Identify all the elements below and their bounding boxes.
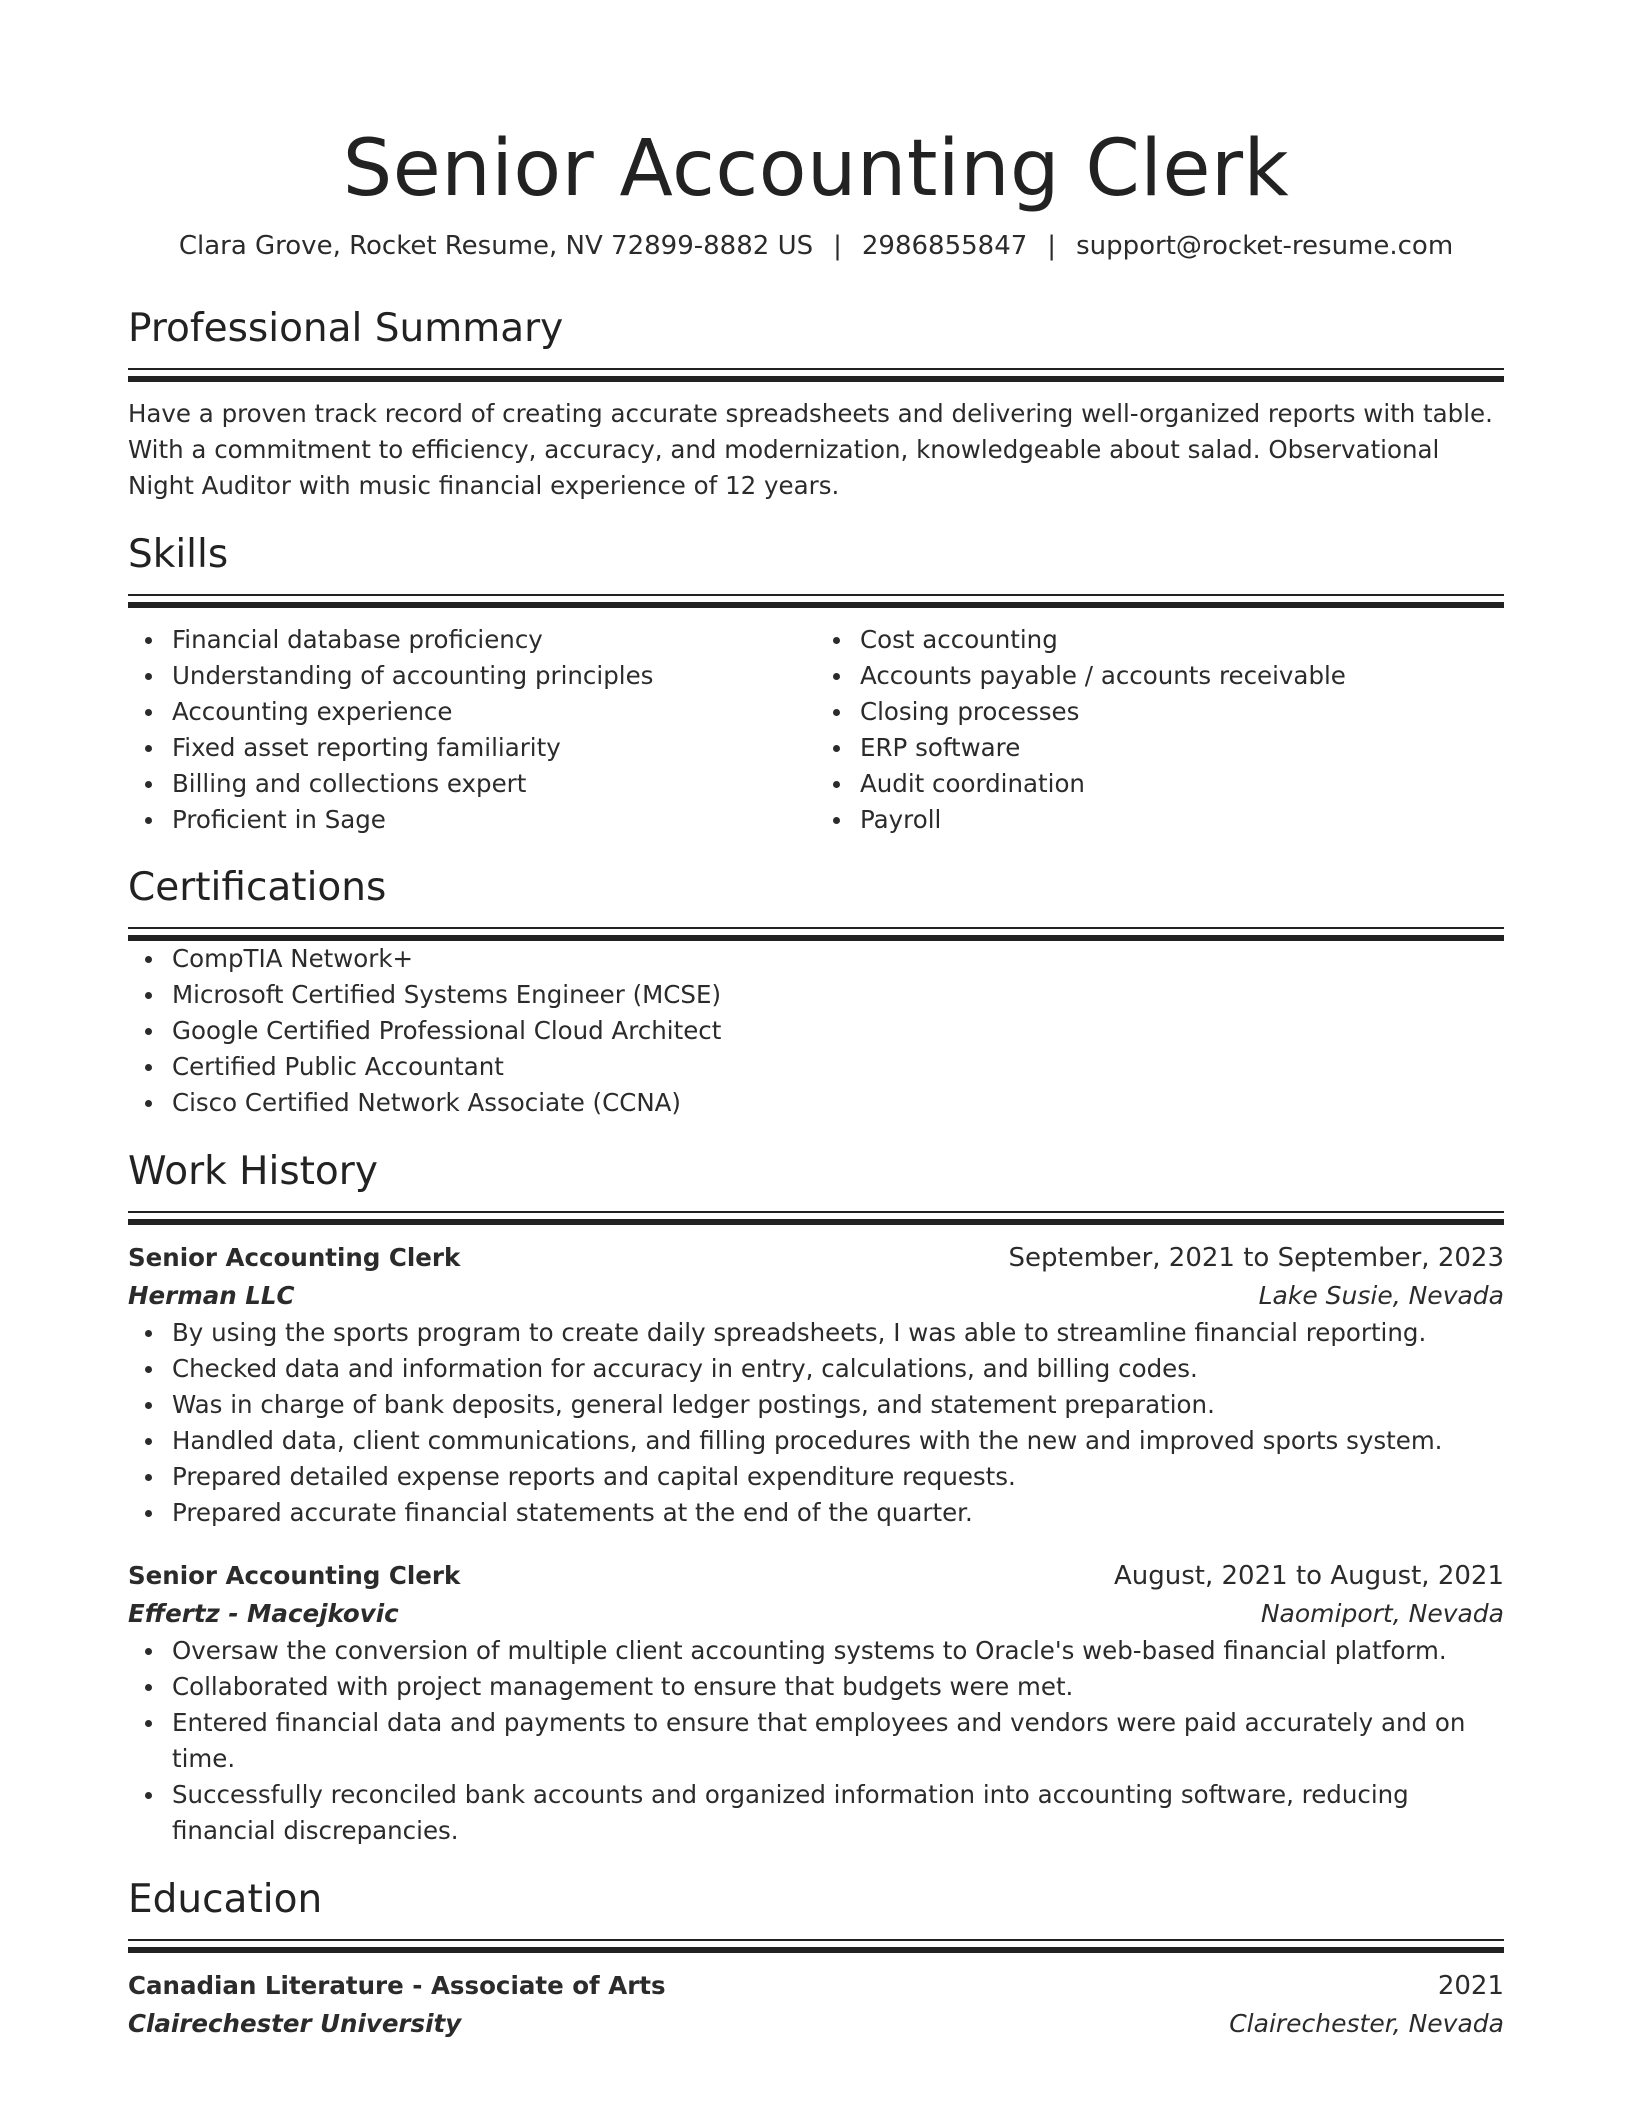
skill-item: Payroll	[860, 802, 1504, 838]
work-history-section	[128, 1147, 1504, 1849]
education-entry	[128, 1967, 1504, 2043]
section-heading-certifications: Certifications	[128, 865, 387, 910]
job-duty-item: Prepared detailed expense reports and capital expenditure requests.	[172, 1459, 1504, 1495]
job-company: Effertz - Macejkovic	[128, 1599, 399, 1628]
section-divider	[128, 368, 1504, 370]
education-degree: Canadian Literature - Associate of Arts	[128, 1971, 666, 2000]
section-divider	[128, 1211, 1504, 1213]
education-location: Clairechester, Nevada	[1229, 2009, 1504, 2038]
education-school: Clairechester University	[128, 2009, 462, 2038]
skill-item: Fixed asset reporting familiarity	[172, 730, 816, 766]
job-duty-item: Oversaw the conversion of multiple client accounting systems to Oracle's web-based financial platform.	[172, 1633, 1504, 1669]
job-duty-item: Entered financial data and payments to ensure that employees and vendors were paid accurately and on time.	[172, 1705, 1504, 1777]
contact-address: Clara Grove, Rocket Resume, NV 72899-8882 US	[178, 231, 814, 261]
skill-item: Audit coordination	[860, 766, 1504, 802]
job-duty-item: Checked data and information for accuracy in entry, calculations, and billing codes.	[172, 1351, 1504, 1387]
job-duties-list	[128, 1633, 1504, 1849]
job-title: Senior Accounting Clerk	[128, 1561, 461, 1590]
contact-separator: |	[1047, 231, 1057, 261]
job-duty-item: Collaborated with project management to ensure that budgets were met.	[172, 1669, 1504, 1705]
certification-item: Cisco Certified Network Associate (CCNA)	[172, 1085, 1504, 1121]
skills-grid	[128, 622, 1504, 838]
contact-separator: |	[833, 231, 842, 261]
certification-item: CompTIA Network+	[172, 941, 1504, 977]
skill-item: Financial database proficiency	[172, 622, 816, 658]
resume-title: Senior Accounting Clerk	[342, 124, 1290, 214]
skill-item: Understanding of accounting principles	[172, 658, 816, 694]
job-duty-item: Successfully reconciled bank accounts and organized information into accounting software, reducing financial discrepancies.	[172, 1777, 1504, 1849]
job-location: Lake Susie, Nevada	[1258, 1281, 1504, 1310]
education-header-row	[128, 1967, 1504, 2005]
certification-item: Google Certified Professional Cloud Architect	[172, 1013, 1504, 1049]
skill-item: Proficient in Sage	[172, 802, 816, 838]
certification-item: Certified Public Accountant	[172, 1049, 1504, 1085]
skills-list-right	[816, 622, 1504, 838]
section-heading-education: Education	[128, 1877, 323, 1922]
education-subheader-row	[128, 2005, 1504, 2043]
job-subheader-row	[128, 1277, 1504, 1315]
section-heading-work-history: Work History	[128, 1149, 378, 1194]
education-section	[128, 1875, 1504, 2043]
job-dates: September, 2021 to September, 2023	[1008, 1243, 1504, 1273]
section-heading-skills: Skills	[128, 532, 229, 577]
section-divider	[128, 927, 1504, 929]
contact-line	[128, 228, 1504, 264]
job-duty-item: By using the sports program to create daily spreadsheets, I was able to streamline financial reporting.	[172, 1315, 1504, 1351]
section-divider	[128, 1947, 1504, 1953]
skill-item: Closing processes	[860, 694, 1504, 730]
skill-item: ERP software	[860, 730, 1504, 766]
contact-phone: 2986855847	[861, 231, 1028, 261]
skills-section	[128, 530, 1504, 838]
job-duty-item: Prepared accurate financial statements at the end of the quarter.	[172, 1495, 1504, 1531]
job-entry	[128, 1239, 1504, 1531]
certification-item: Microsoft Certified Systems Engineer (MCSE)	[172, 977, 1504, 1013]
skill-item: Cost accounting	[860, 622, 1504, 658]
job-subheader-row	[128, 1595, 1504, 1633]
education-year: 2021	[1437, 1971, 1504, 2001]
section-divider	[128, 376, 1504, 382]
job-header-row	[128, 1239, 1504, 1277]
job-entry	[128, 1557, 1504, 1849]
summary-text: Have a proven track record of creating accurate spreadsheets and delivering well-organized reports with table. With a commitment to efficiency, accuracy, and modernization, knowledgeable about salad. Observational Night Auditor with music financial experience of 12 years.	[128, 399, 1493, 500]
section-divider	[128, 1939, 1504, 1941]
job-location: Naomiport, Nevada	[1260, 1599, 1504, 1628]
section-heading-summary: Professional Summary	[128, 306, 564, 351]
skills-list-left	[128, 622, 816, 838]
certifications-section	[128, 863, 1504, 1121]
skill-item: Accounting experience	[172, 694, 816, 730]
job-duties-list	[128, 1315, 1504, 1531]
contact-email: support@rocket-resume.com	[1076, 231, 1454, 261]
summary-section	[128, 304, 1504, 504]
job-duty-item: Handled data, client communications, and filling procedures with the new and improved sports system.	[172, 1423, 1504, 1459]
job-header-row	[128, 1557, 1504, 1595]
job-title: Senior Accounting Clerk	[128, 1243, 461, 1272]
skill-item: Billing and collections expert	[172, 766, 816, 802]
job-company: Herman LLC	[128, 1281, 295, 1310]
section-divider	[128, 1219, 1504, 1225]
section-divider	[128, 602, 1504, 608]
job-dates: August, 2021 to August, 2021	[1114, 1561, 1504, 1591]
section-divider	[128, 594, 1504, 596]
job-duty-item: Was in charge of bank deposits, general ledger postings, and statement preparation.	[172, 1387, 1504, 1423]
skill-item: Accounts payable / accounts receivable	[860, 658, 1504, 694]
certifications-list	[128, 941, 1504, 1121]
